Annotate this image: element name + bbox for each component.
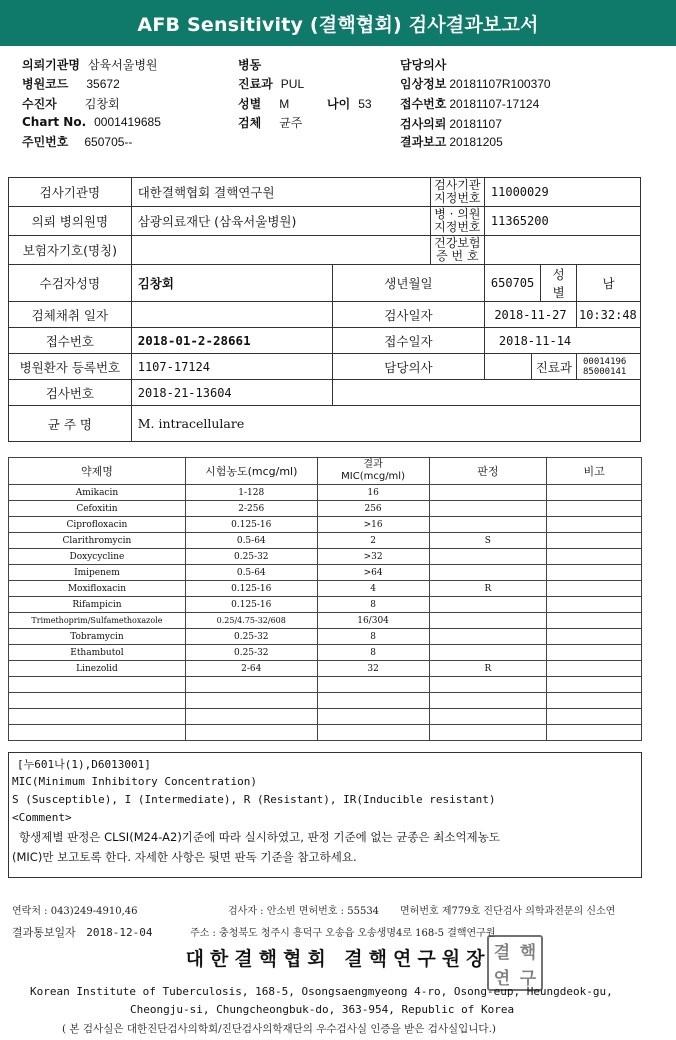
- insurance-no: [484, 236, 640, 265]
- drug-cell-mic: [317, 725, 429, 741]
- footer-notify: [12, 924, 153, 940]
- drug-cell-note: [547, 581, 642, 597]
- test-no-filler: [333, 380, 641, 406]
- drug-cell-mic: >32: [317, 549, 429, 565]
- drug-cell-note: [547, 709, 642, 725]
- official-seal-icon: [487, 935, 543, 991]
- header-chart-no: Chart No. 0001419685: [22, 115, 161, 129]
- comment-text-2: (MIC)만 보고토록 한다. 자세한 사항은 뒷면 판독 기준을 참고하세요.: [12, 850, 357, 864]
- seal-char: 핵: [519, 942, 537, 963]
- test-no: 2018-21-13604: [131, 380, 332, 406]
- drug-row: [9, 549, 642, 565]
- drug-cell-note: [547, 661, 642, 677]
- drug-cell-note: [547, 629, 642, 645]
- drug-cell-note: [547, 597, 642, 613]
- notify-date: 2018-12-04: [86, 926, 153, 939]
- header-doctor: 담당의사: [400, 58, 447, 72]
- dept-label: 진료과: [531, 354, 576, 379]
- drug-row: [9, 661, 642, 677]
- drug-cell-judge: [429, 645, 547, 661]
- test-no-label: 검사번호: [9, 380, 132, 406]
- drug-cell-judge: R: [429, 661, 547, 677]
- drug-cell-range: 0.125-16: [185, 517, 317, 533]
- collect-date-label: 검체채취 일자: [9, 302, 132, 328]
- drug-cell-drug: Linezolid: [9, 661, 186, 677]
- insurance-no-label: 건강보험 증 번 호: [430, 236, 484, 265]
- drug-cell-range: 0.125-16: [185, 581, 317, 597]
- hospital-code: 11365200: [484, 207, 640, 236]
- drug-row: [9, 709, 642, 725]
- drug-cell-drug: Trimethoprim/Sulfamethoxazole: [9, 613, 186, 629]
- reg-no: 1107-17124: [131, 354, 332, 380]
- drug-cell-drug: Ethambutol: [9, 645, 186, 661]
- drug-cell-mic: 16: [317, 485, 429, 501]
- drug-cell-note: [547, 485, 642, 501]
- drug-cell-range: 0.25-32: [185, 645, 317, 661]
- drug-row: [9, 629, 642, 645]
- organization-name: 대한결핵협회 결핵연구원장: [185, 948, 491, 970]
- drug-cell-drug: [9, 725, 186, 741]
- col-range-header: 시험농도(mcg/ml): [185, 458, 317, 485]
- drug-cell-judge: [429, 693, 547, 709]
- seal-char: 구: [519, 968, 537, 989]
- birth-label: 생년월일: [333, 265, 485, 302]
- drug-cell-range: [185, 725, 317, 741]
- header-request-date: 검사의뢰 20181107: [400, 117, 502, 131]
- hospital-code-label: 병 · 의원 지정번호: [430, 207, 484, 236]
- notify-label: 결과통보일자: [12, 926, 76, 939]
- doctor-label: 담당의사: [333, 354, 485, 380]
- drug-cell-mic: 2: [317, 533, 429, 549]
- patient-name: 김창회: [131, 265, 332, 302]
- sex-label: 성별: [541, 265, 577, 302]
- receipt-date-label: 접수일자: [333, 328, 485, 354]
- drug-cell-judge: [429, 597, 547, 613]
- receipt-date: 2018-11-14: [484, 328, 640, 354]
- birth-date: 650705: [484, 265, 540, 302]
- sex-value: 남: [576, 265, 640, 302]
- drug-cell-drug: Doxycycline: [9, 549, 186, 565]
- col-note-header: 비고: [547, 458, 642, 485]
- drug-row: [9, 533, 642, 549]
- drug-susceptibility-table: [8, 457, 642, 741]
- drug-cell-judge: [429, 725, 547, 741]
- header-clinical-info: 임상정보 20181107R100370: [400, 77, 551, 91]
- drug-cell-drug: [9, 709, 186, 725]
- drug-cell-range: [185, 709, 317, 725]
- drug-row: [9, 597, 642, 613]
- dept-code-2: 85000141: [582, 366, 627, 377]
- patient-name-label: 수검자성명: [9, 265, 132, 302]
- drug-cell-drug: Moxifloxacin: [9, 581, 186, 597]
- footer-license: 면허번호 제779호 진단검사 의학과전문의 신소연: [400, 906, 616, 917]
- drug-cell-judge: [429, 501, 547, 517]
- comment-box: [8, 752, 642, 878]
- drug-cell-note: [547, 613, 642, 629]
- drug-cell-judge: [429, 709, 547, 725]
- header-patient: 수진자 김창회: [22, 97, 120, 111]
- drug-cell-judge: S: [429, 533, 547, 549]
- header-department: 진료과 PUL: [238, 77, 305, 91]
- drug-cell-range: 0.125-16: [185, 597, 317, 613]
- drug-cell-judge: [429, 549, 547, 565]
- drug-cell-range: [185, 677, 317, 693]
- comment-code: [누601나(1),D6013001]: [17, 758, 151, 771]
- comment-text-1: 항생제별 판정은 CLSI(M24-A2)기준에 따라 실시하였고, 판정 기준에 없는 균종은 최소억제농도: [19, 830, 500, 844]
- insured: [131, 236, 430, 265]
- drug-cell-mic: 32: [317, 661, 429, 677]
- certification-note: ( 본 검사실은 대한진단검사의학회/진단검사의학재단의 우수검사실 인증을 받은 검사실입니다.): [62, 1023, 497, 1035]
- drug-cell-drug: Imipenem: [9, 565, 186, 581]
- drug-row: [9, 725, 642, 741]
- lab-name-label: 검사기관명: [9, 178, 132, 207]
- header-ward: 병동: [238, 58, 262, 72]
- drug-cell-drug: Amikacin: [9, 485, 186, 501]
- drug-cell-note: [547, 565, 642, 581]
- judgement-legend: S (Susceptible), I (Intermediate), R (Resistant), IR(Inducible resistant): [12, 793, 496, 806]
- drug-cell-drug: Cefoxitin: [9, 501, 186, 517]
- drug-cell-note: [547, 533, 642, 549]
- seal-char: 연: [493, 968, 511, 989]
- organism-label: 균 주 명: [9, 406, 132, 442]
- col-drug-header: 약제명: [9, 458, 186, 485]
- drug-cell-judge: R: [429, 581, 547, 597]
- drug-cell-range: 2-64: [185, 661, 317, 677]
- patient-info-table: [8, 177, 641, 442]
- drug-cell-note: [547, 645, 642, 661]
- drug-cell-note: [547, 549, 642, 565]
- footer-examiner: 검사자 : 안소빈 면허번호 : 55534: [228, 906, 380, 917]
- doctor-value: [484, 354, 576, 380]
- drug-cell-judge: [429, 613, 547, 629]
- drug-cell-range: 0.25-32: [185, 629, 317, 645]
- organism-name: M. intracellulare: [131, 406, 640, 442]
- reg-no-label: 병원환자 등록번호: [9, 354, 132, 380]
- dept-codes: [576, 354, 640, 380]
- req-hospital: 삼광의료재단 (삼육서울병원): [131, 207, 430, 236]
- receipt-no: 2018-01-2-28661: [131, 328, 332, 354]
- footer-contact: 연락처 : 043)249-4910,46: [12, 906, 138, 917]
- drug-row: [9, 581, 642, 597]
- col-result-label: 결과: [363, 459, 383, 470]
- col-mic-header: [317, 458, 429, 485]
- col-mic-label: MIC(mcg/ml): [341, 471, 405, 482]
- header-resident-no: 주민번호 650705--: [22, 135, 133, 149]
- drug-cell-note: [547, 501, 642, 517]
- drug-cell-range: 0.5-64: [185, 565, 317, 581]
- drug-cell-note: [547, 677, 642, 693]
- drug-row: [9, 693, 642, 709]
- test-date: 2018-11-27: [484, 302, 576, 328]
- drug-cell-mic: 8: [317, 645, 429, 661]
- drug-cell-judge: [429, 565, 547, 581]
- test-date-label: 검사일자: [333, 302, 485, 328]
- lab-code: 11000029: [484, 178, 640, 207]
- drug-cell-drug: [9, 693, 186, 709]
- drug-cell-mic: >64: [317, 565, 429, 581]
- address-en-line-2: Cheongju-si, Chungcheongbuk-do, 363-954, Republic of Korea: [130, 1003, 515, 1016]
- drug-cell-range: [185, 693, 317, 709]
- drug-cell-mic: 8: [317, 629, 429, 645]
- drug-cell-range: 2-256: [185, 501, 317, 517]
- drug-row: [9, 485, 642, 501]
- drug-cell-judge: [429, 517, 547, 533]
- header-sex: 성별 M: [238, 97, 290, 111]
- drug-cell-note: [547, 725, 642, 741]
- drug-row: [9, 501, 642, 517]
- drug-cell-judge: [429, 629, 547, 645]
- drug-cell-judge: [429, 485, 547, 501]
- drug-cell-note: [547, 517, 642, 533]
- drug-cell-judge: [429, 677, 547, 693]
- drug-cell-mic: 16/304: [317, 613, 429, 629]
- footer-address-kr: 주소 : 충청북도 청주시 흥덕구 오송읍 오송생명4로 168-5 결핵연구원: [190, 928, 496, 939]
- insured-label: 보험자기호(명칭): [9, 236, 132, 265]
- col-judge-header: 판정: [429, 458, 547, 485]
- drug-row: [9, 645, 642, 661]
- mic-definition: MIC(Minimum Inhibitory Concentration): [12, 775, 258, 788]
- seal-char: 결: [493, 942, 511, 963]
- drug-cell-note: [547, 693, 642, 709]
- header-specimen: 검체 균주: [238, 116, 303, 130]
- drug-cell-mic: [317, 709, 429, 725]
- comment-tag: <Comment>: [12, 811, 72, 824]
- drug-cell-drug: Tobramycin: [9, 629, 186, 645]
- header-age: 나이 53: [327, 97, 372, 111]
- header-hospital-code: 병원코드 35672: [22, 77, 120, 91]
- receipt-no-label: 접수번호: [9, 328, 132, 354]
- drug-cell-drug: Clarithromycin: [9, 533, 186, 549]
- collect-date: [131, 302, 332, 328]
- address-en-line-1: Korean Institute of Tuberculosis, 168-5, Osongsaengmyeong 4-ro, Osong-eup, Heungdeok-gu,: [30, 985, 613, 998]
- test-time: 10:32:48: [576, 302, 640, 328]
- header-report-date: 결과보고 20181205: [400, 135, 503, 149]
- dept-code-1: 00014196: [582, 356, 627, 367]
- header-receipt-no: 접수번호 20181107-17124: [400, 97, 540, 111]
- drug-cell-drug: Ciprofloxacin: [9, 517, 186, 533]
- report-title: AFB Sensitivity (결핵협회) 검사결과보고서: [0, 0, 676, 46]
- drug-cell-range: 1-128: [185, 485, 317, 501]
- drug-row: [9, 517, 642, 533]
- drug-cell-mic: 8: [317, 597, 429, 613]
- drug-row: [9, 565, 642, 581]
- lab-name: 대한결핵협회 결핵연구원: [131, 178, 430, 207]
- drug-cell-mic: 256: [317, 501, 429, 517]
- drug-cell-mic: [317, 693, 429, 709]
- header-requester: 의뢰기관명 삼육서울병원: [22, 58, 158, 72]
- drug-row: [9, 677, 642, 693]
- drug-cell-drug: [9, 677, 186, 693]
- drug-cell-range: 0.5-64: [185, 533, 317, 549]
- drug-row: [9, 613, 642, 629]
- drug-cell-mic: >16: [317, 517, 429, 533]
- req-hospital-label: 의뢰 병의원명: [9, 207, 132, 236]
- lab-code-label: 검사기관 지정번호: [430, 178, 484, 207]
- drug-cell-mic: [317, 677, 429, 693]
- drug-cell-mic: 4: [317, 581, 429, 597]
- drug-cell-range: 0.25/4.75-32/608: [185, 613, 317, 629]
- drug-cell-drug: Rifampicin: [9, 597, 186, 613]
- drug-cell-range: 0.25-32: [185, 549, 317, 565]
